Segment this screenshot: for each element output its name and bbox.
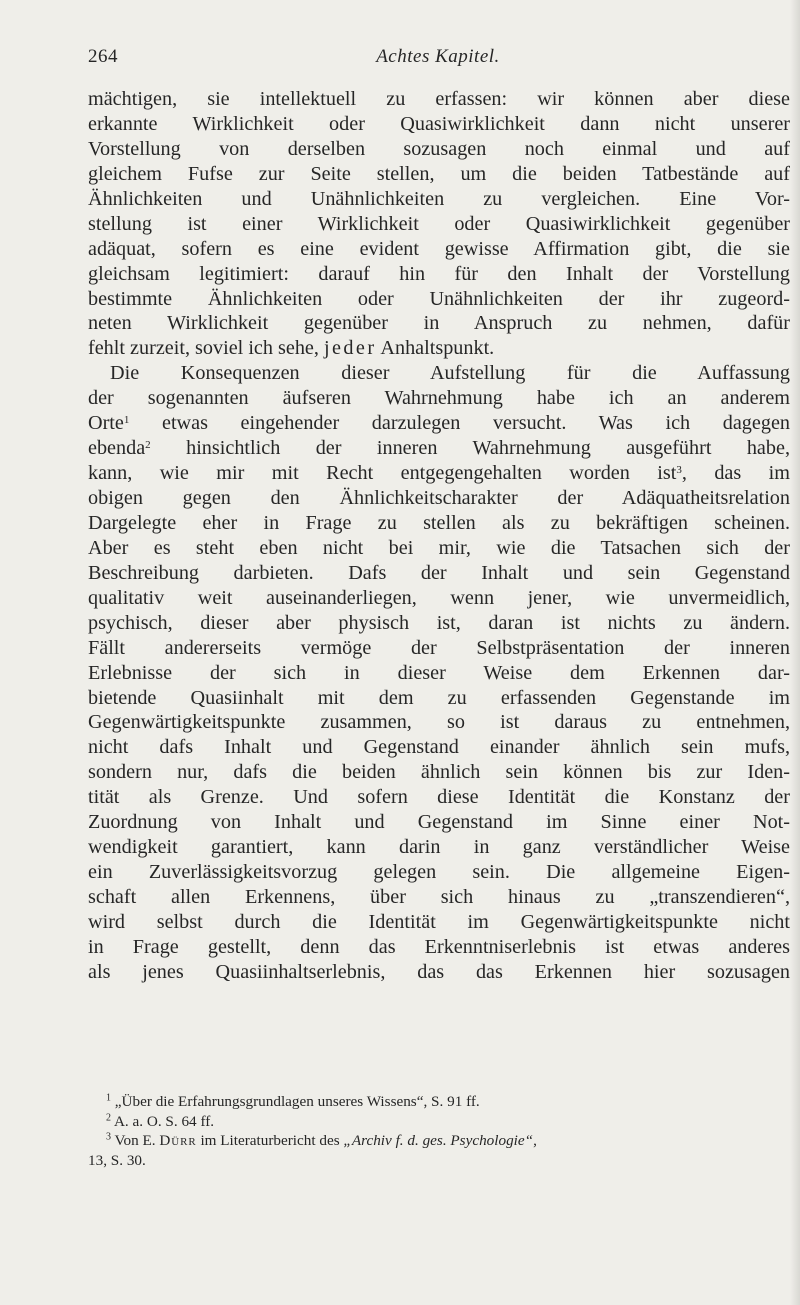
footnote-text: „Über die Erfahrungsgrundlagen unseres Wissens“, S. 91 ff. <box>114 1093 480 1110</box>
text-line: adäquat, sofern es eine evident gewisse Affirmation gibt, die sie <box>88 237 790 260</box>
footnote-marker: 2 <box>145 439 151 452</box>
page-header <box>88 46 788 76</box>
text-line: tität als Grenze. Und sofern diese Identität die Konstanz der <box>88 786 790 809</box>
line-text: , das im <box>681 462 790 485</box>
author-name: Dürr <box>159 1132 197 1150</box>
footnote-text: , <box>533 1132 537 1150</box>
text-line: Vorstellung von derselben sozusagen noch einmal und auf <box>88 137 790 160</box>
text-line: bestimmte Ähnlichkeiten oder Unähnlichkeiten der ihr zugeord- <box>88 287 790 310</box>
text-line <box>88 411 790 436</box>
footnote-1 <box>88 1092 790 1112</box>
text-line: Die Konsequenzen dieser Aufstellung für die Auffassung <box>110 362 790 385</box>
text-line: sondern nur, dafs die beiden ähnlich sein können bis zur Iden- <box>88 761 790 784</box>
text-line: nicht dafs Inhalt und Gegenstand einander ähnlich sein mufs, <box>88 736 790 759</box>
text-line: Fällt andererseits vermöge der Selbstpräsentation der inneren <box>88 636 790 659</box>
line-text: Orte <box>88 412 124 435</box>
journal-title: „Archiv f. d. ges. Psychologie“ <box>343 1132 534 1150</box>
footnote-text: A. a. O. S. 64 ff. <box>113 1112 215 1130</box>
text-line: Dargelegte eher in Frage zu stellen als zu bekräftigen scheinen. <box>88 511 790 534</box>
footnotes <box>88 1092 790 1170</box>
text-line: stellung ist einer Wirklichkeit oder Quasiwirklichkeit gegenüber <box>88 212 790 235</box>
page-number: 264 <box>88 46 118 67</box>
text-line: obigen gegen den Ähnlichkeitscharakter der Adäquatheitsrelation <box>88 487 790 509</box>
footnote-text: im Literaturbericht des <box>200 1132 340 1150</box>
text-line: psychisch, dieser aber physisch ist, daran ist nichts zu ändern. <box>88 611 790 634</box>
text-line: qualitativ weit auseinanderliegen, wenn jener, wie unvermeidlich, <box>88 586 790 609</box>
footnote-2 <box>88 1112 790 1132</box>
text-line <box>88 336 790 361</box>
footnote-text: Von E. <box>114 1132 156 1150</box>
text-line: Aber es steht eben nicht bei mir, wie die Tatsachen sich der <box>88 536 790 559</box>
text-line: bietende Quasiinhalt mit dem zu erfassenden Gegenstande im <box>88 686 790 709</box>
text-line: Beschreibung darbieten. Dafs der Inhalt und sein Gegenstand <box>88 561 790 584</box>
body-text <box>88 87 790 985</box>
line-text: ebenda <box>88 437 146 460</box>
text-line: ein Zuverlässigkeitsvorzug gelegen sein. Die allgemeine Eigen- <box>88 861 790 884</box>
text-line: Gegenwärtigkeitspunkte zusammen, so ist daraus zu entnehmen, <box>88 711 790 734</box>
footnote-number: 2 <box>106 1112 111 1124</box>
text-line: Erlebnisse der sich in dieser Weise dem Erkennen dar- <box>88 661 790 684</box>
footnote-number: 3 <box>106 1131 111 1143</box>
footnote-marker: 1 <box>123 414 130 427</box>
line-text: etwas eingehender darzulegen versucht. Was ich dagegen <box>161 412 790 435</box>
text-line: in Frage gestellt, denn das Erkenntniserlebnis ist etwas anderes <box>88 935 790 958</box>
text-line: wendigkeit garantiert, kann darin in ganz verständlicher Weise <box>88 836 790 859</box>
text-line: Zuordnung von Inhalt und Gegenstand im Sinne einer Not- <box>88 811 790 834</box>
line-text: fehlt zurzeit, soviel ich sehe, jeder Anhaltspunkt. <box>88 337 495 360</box>
text-line: gleichem Fufse zur Seite stellen, um die beiden Tatbestände auf <box>88 162 790 185</box>
text-line: neten Wirklichkeit gegenüber in Anspruch zu nehmen, dafür <box>88 312 790 335</box>
text-line: schaft allen Erkennens, über sich hinaus zu „transzendieren“, <box>88 886 790 908</box>
emphasized-word: jeder <box>324 337 377 360</box>
footnote-3-continued: 13, S. 30. <box>88 1151 146 1169</box>
text-line: wird selbst durch die Identität im Gegenwärtigkeitspunkte nicht <box>88 910 790 933</box>
text-line: der sogenannten äufseren Wahrnehmung habe ich an anderem <box>88 387 790 410</box>
line-text: kann, wie mir mit Recht entgegengehalten worden ist <box>88 462 677 485</box>
line-text: hinsichtlich der inneren Wahrnehmung ausgeführt habe, <box>186 437 790 460</box>
text-line: erkannte Wirklichkeit oder Quasiwirklichkeit dann nicht unserer <box>88 112 790 135</box>
footnote-number: 1 <box>106 1092 111 1104</box>
running-title: Achtes Kapitel. <box>376 46 500 67</box>
text-line: Ähnlichkeiten und Unähnlichkeiten zu vergleichen. Eine Vor- <box>88 187 790 210</box>
text-line: mächtigen, sie intellektuell zu erfassen: wir können aber diese <box>88 88 790 110</box>
text-line <box>88 436 790 461</box>
footnote-marker: 3 <box>676 464 682 477</box>
text-line <box>88 461 790 486</box>
page-edge-shadow <box>790 0 800 1305</box>
text-line: gleichsam legitimiert: darauf hin für den Inhalt der Vorstellung <box>88 262 790 285</box>
footnote-3 <box>88 1131 790 1151</box>
text-line: als jenes Quasiinhaltserlebnis, das das Erkennen hier sozusagen <box>88 960 790 983</box>
